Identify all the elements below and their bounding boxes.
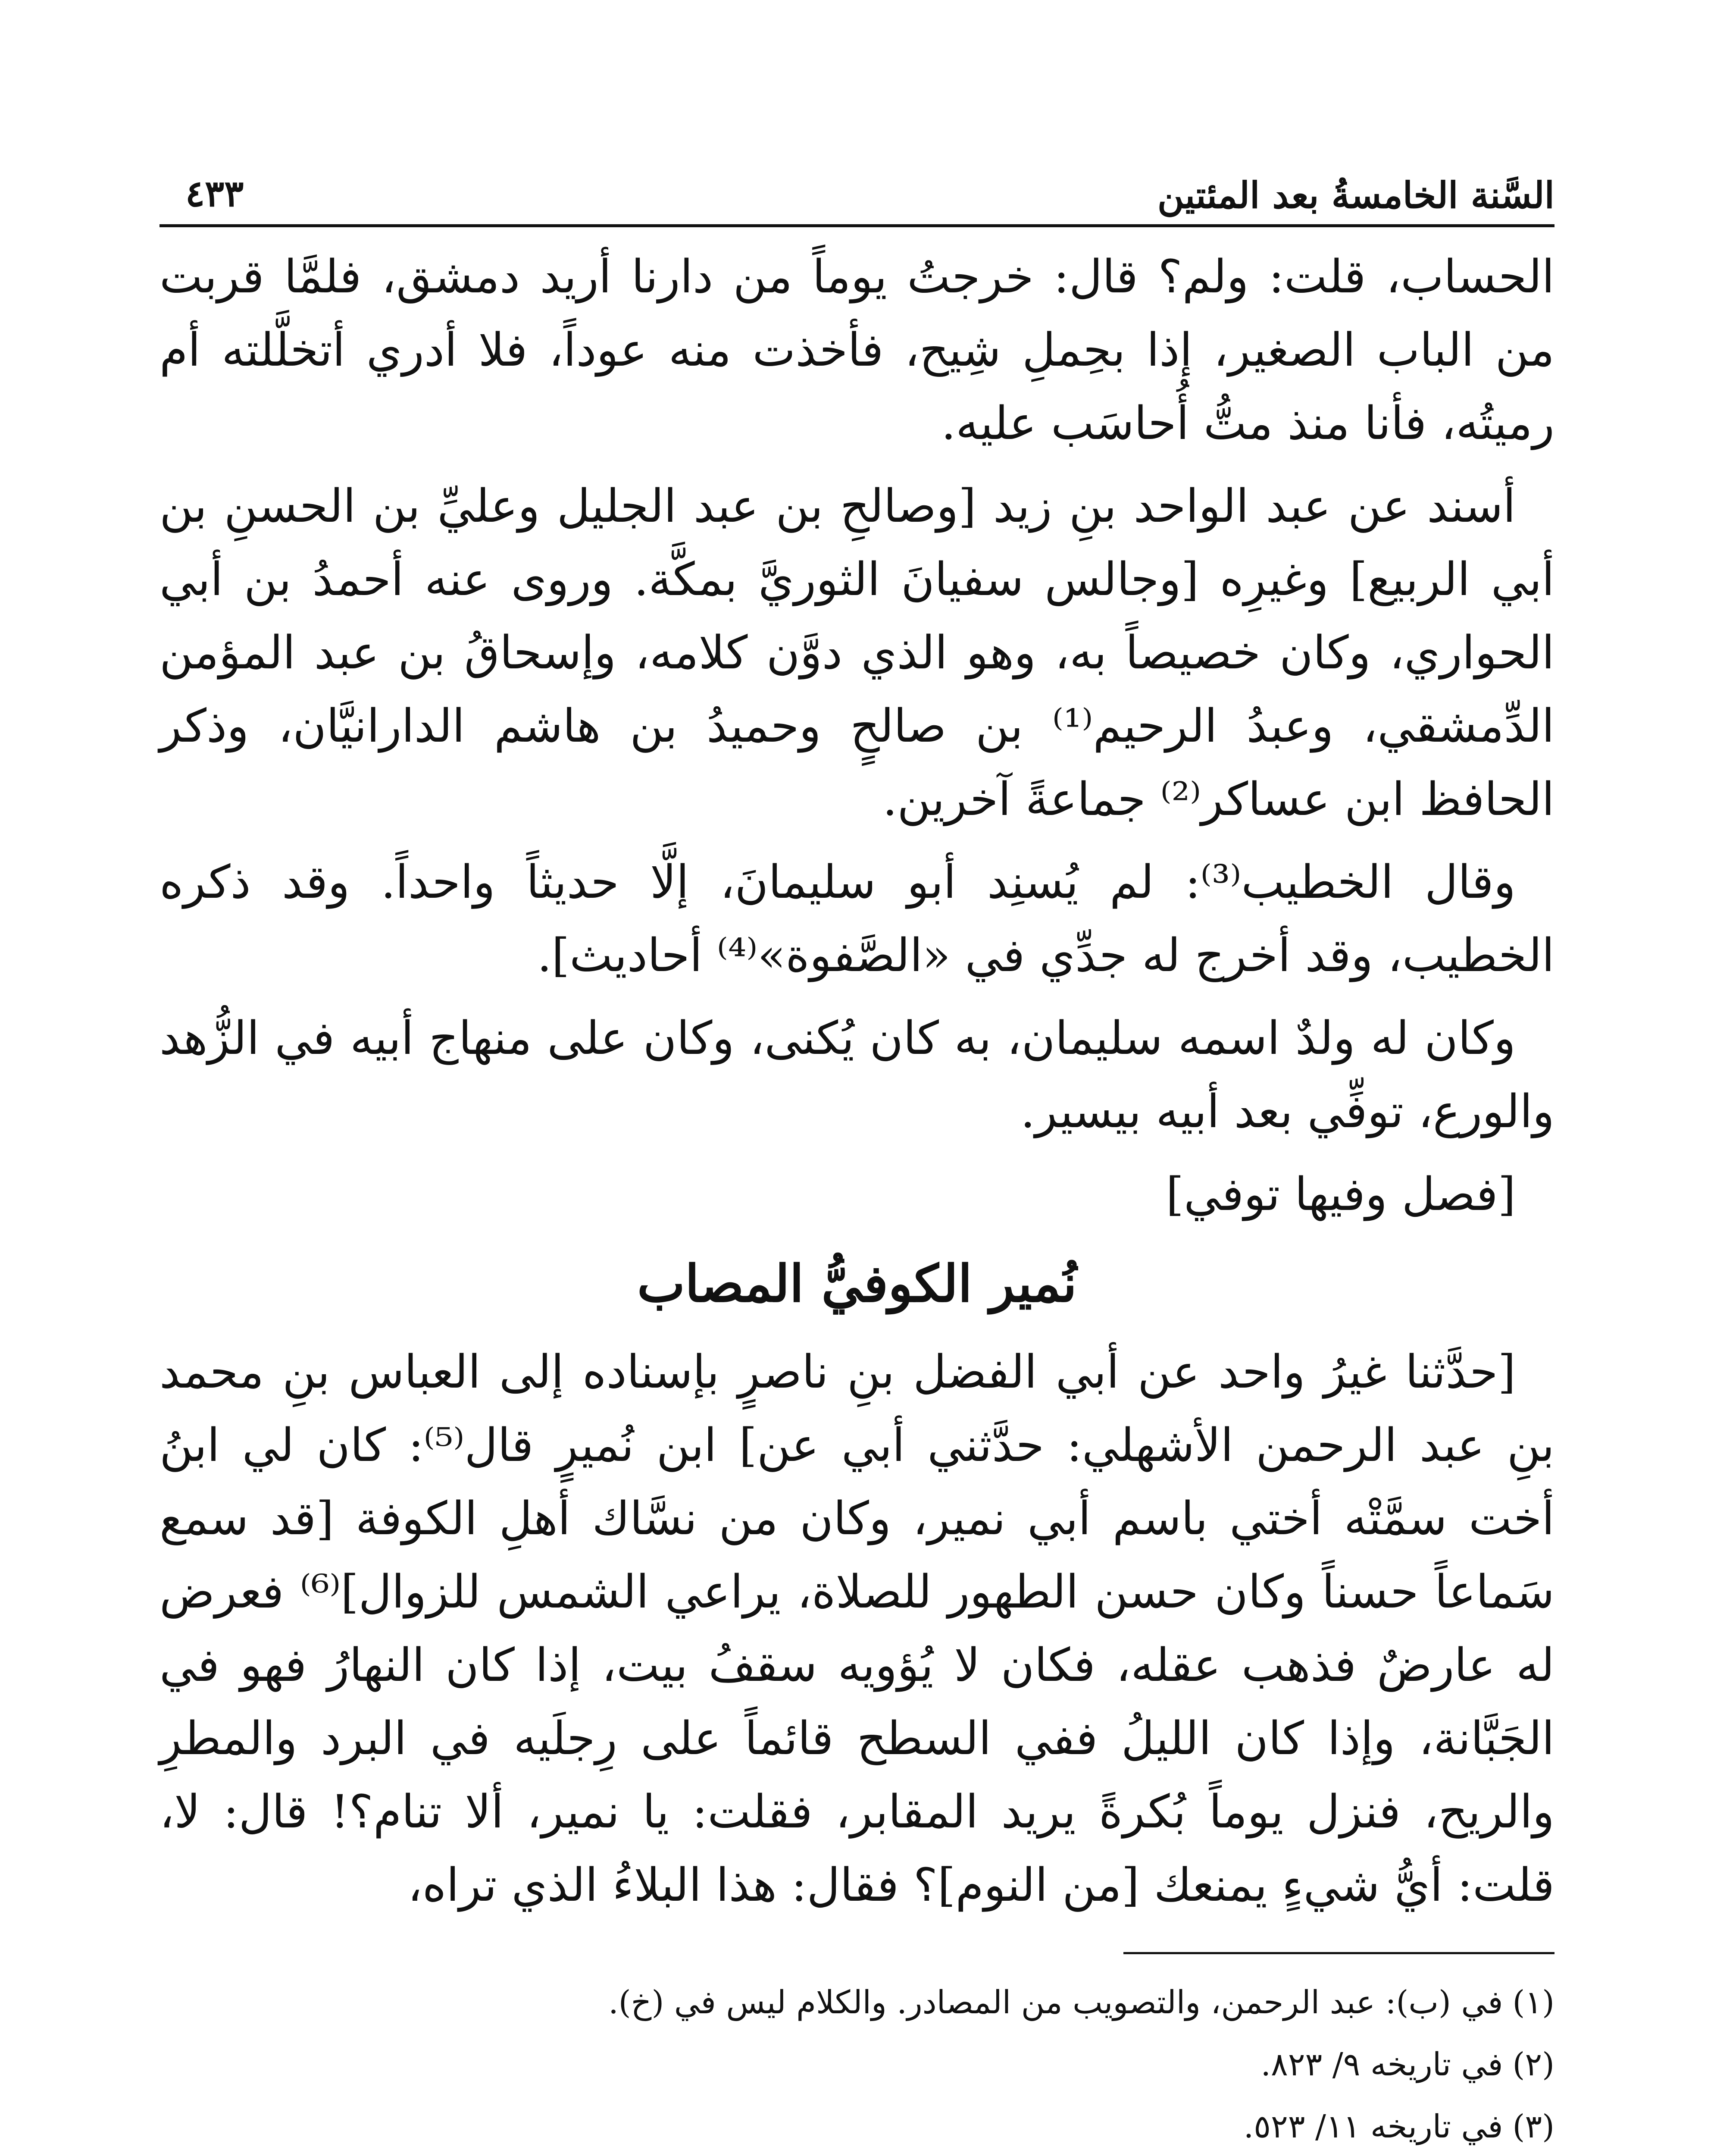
paragraph-3: وقال الخطيب⁽³⁾: لم يُسنِد أبو سليمانَ، إلَّا حديثاً واحداً. وقد ذكره الخطيب، وقد أخرج له جدِّي في «الصَّفوة»⁽⁴⁾ أحاديث]. [160,856,1554,982]
section-paragraph: [حدَّثنا غيرُ واحد عن أبي الفضل بنِ ناصرٍ بإسناده إلى العباس بنِ محمد بنِ عبد الرحمن الأشهلي: حدَّثني أبي عن] ابن نُميرٍ قال⁽⁵⁾: كان لي ابنُ أخت سمَّتْه أختي باسم أبي نمير، وكان من نسَّاك أهلِ الكوفة [قد سمع سَماعاً حسناً وكان حسن الطهور للصلاة، يراعي الشمس للزوال]⁽⁶⁾ فعرض له عارضٌ فذهب عقله، فكان لا يُؤويه سقفُ بيت، إذا كان النهارُ فهو في الجَبَّانة، وإذا كان الليلُ ففي السطح قائماً على رِجلَيه في البرد والمطرِ والريح، فنزل يوماً بُكرةً يريد المقابر، فقلت: يا نمير، ألا تنام؟! قال: لا، قلت: أيُّ شيءٍ يمنعك [من النوم]؟ فقال: هذا البلاءُ الذي تراه، [160,1345,1554,1912]
footnote-number: (١) [1512,1984,1554,2021]
footnote-2 [160,2034,1554,2096]
footnote-divider [1123,1952,1554,1954]
footnote-number: (٣) [1512,2108,1554,2145]
paragraph-4: وكان له ولدٌ اسمه سليمان، به كان يُكنى، وكان على منهاج أبيه في الزُّهد والورع، توفِّي بعد أبيه بيسير. [160,1012,1554,1138]
footnote-1 [160,1971,1554,2034]
main-text [160,240,1554,1922]
running-title: السَّنة الخامسةُ بعد المئتين [1157,174,1554,216]
paragraph-2: أسند عن عبد الواحد بنِ زيد [وصالحِ بن عبد الجليل وعليِّ بن الحسنِ بن أبي الربيع] وغيرِه [وجالس سفيانَ الثوريَّ بمكَّة. وروى عنه أحمدُ بن أبي الحواري، وكان خصيصاً به، وهو الذي دوَّن كلامه، وإسحاقُ بن عبد المؤمن الدِّمشقي، وعبدُ الرحيم⁽¹⁾ بن صالحٍ وحميدُ بن هاشم الدارانيَّان، وذكر الحافظ ابن عساكر⁽²⁾ جماعةً آخرين. [160,479,1555,826]
footnote-text: في تاريخه ٩/ ٨٢٣. [1260,2046,1503,2083]
paragraph-1: الحساب، قلت: ولم؟ قال: خرجتُ يوماً من دارنا أريد دمشق، فلمَّا قربت من الباب الصغير، إذا بحِملِ شِيح، فأخذت منه عوداً، فلا أدري أتخلَّلته أم رميتُه، فأنا منذ متُّ أُحاسَب عليه. [160,250,1554,450]
footnote-text: في تاريخه ١١/ ٥٢٣. [1243,2108,1503,2145]
footnote-number: (٢) [1512,2046,1554,2083]
section-label: [فصل وفيها توفي] [1166,1168,1516,1221]
section-heading: نُمير الكوفيُّ المصاب [637,1253,1077,1313]
footnote-3 [160,2096,1554,2156]
footnotes [160,1971,1554,2156]
page-header [160,142,1554,227]
page-number: ٤٣٣ [185,172,244,215]
footnote-text: في (ب): عبد الرحمن، والتصويب من المصادر. والكلام ليس في (خ). [608,1984,1503,2021]
